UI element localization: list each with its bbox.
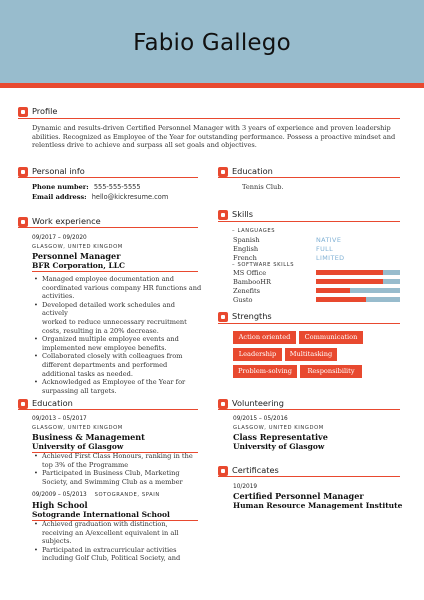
work-organization: BFR Corporation, LLC — [32, 261, 125, 270]
section-divider — [218, 177, 400, 178]
list-item: • Managed employee documentation and coordinated various company HR functions and activities. — [32, 275, 202, 301]
certificate-icon — [218, 466, 228, 476]
profile-text — [32, 124, 402, 150]
section-title-skills: Skills — [232, 209, 254, 219]
section-divider — [18, 409, 198, 410]
email-value: hello@kickresume.com — [91, 193, 169, 201]
phone-value: 555-555-5555 — [93, 183, 141, 191]
skill-name: Zenefits — [233, 287, 261, 295]
section-title-work-experience: Work experience — [32, 216, 101, 226]
skill-level: LIMITED — [316, 254, 345, 262]
section-title-profile: Profile — [32, 106, 58, 116]
profile-line: Dynamic and results-driven Certified Personnel Manager with 3 years of experience and proven leadership — [32, 124, 391, 132]
header-accent-stripe — [0, 83, 424, 88]
volunteering-date: 09/2015 – 05/2016 — [233, 416, 288, 422]
skills-icon — [218, 210, 228, 220]
person-icon — [18, 167, 28, 177]
certificate-date: 10/2019 — [233, 484, 258, 490]
work-date: 09/2017 – 09/2020 — [32, 235, 87, 241]
section-title-education: Education — [32, 398, 73, 408]
list-item: • Acknowledged as Employee of the Year for surpassing all targets. — [32, 378, 202, 395]
section-divider — [218, 476, 400, 477]
skill-name: Gusto — [233, 296, 253, 304]
education-date: 09/2009 – 05/2013 SOTOGRANDE, SPAIN — [32, 492, 160, 498]
graduation-cap-icon — [18, 399, 28, 409]
strength-tag: Problem-solving — [233, 365, 297, 378]
certificate-organization: Human Resource Management Institute — [233, 501, 403, 510]
skill-bar-fill — [316, 297, 366, 302]
education-degree: Business & Management — [32, 432, 145, 442]
skill-level: FULL — [316, 245, 334, 253]
work-bullets — [32, 275, 202, 395]
heart-icon — [218, 399, 228, 409]
section-title-volunteering: Volunteering — [232, 398, 284, 408]
skill-bar-fill — [316, 288, 350, 293]
briefcase-icon — [18, 217, 28, 227]
strength-tag: Multitasking — [285, 348, 337, 361]
skill-level: NATIVE — [316, 236, 342, 244]
person-icon — [18, 107, 28, 117]
strength-tag: Leadership — [233, 348, 282, 361]
section-title-strengths: Strengths — [232, 311, 272, 321]
strength-tag: Responsibility — [300, 365, 362, 378]
skill-bar — [316, 279, 400, 284]
education-degree: High School — [32, 500, 88, 510]
star-icon — [218, 312, 228, 322]
education-date: 09/2013 – 05/2017 — [32, 416, 87, 422]
skill-name: Spanish — [233, 236, 260, 244]
profile-line: relentless drive to achieve and surpass all set goals and objectives. — [32, 141, 257, 150]
section-divider — [18, 227, 198, 228]
education-school: University of Glasgow — [32, 442, 124, 451]
education-bullets — [32, 520, 202, 563]
profile-line: abilities. Recognized as Employee of the Year for outstanding performance. Possess a proactive mindset and — [32, 132, 396, 141]
entry-divider — [32, 271, 198, 272]
skill-name: BambooHR — [233, 278, 271, 286]
certificate-name: Certified Personnel Manager — [233, 491, 364, 501]
languages-label: – LANGUAGES — [232, 228, 276, 234]
phone-label: Phone number: — [32, 183, 89, 191]
graduation-cap-icon — [218, 167, 228, 177]
education-location: GLASGOW, UNITED KINGDOM — [32, 425, 123, 431]
email-label: Email address: — [32, 193, 87, 201]
section-divider — [18, 118, 400, 119]
resume-header — [0, 0, 424, 83]
list-item: • Developed detailed work schedules and actively worked to reduce unnecessary recruitment costs, resulting in a 20% decrease. — [32, 301, 202, 335]
email-row — [32, 193, 168, 202]
list-item: • Achieved First Class Honours, ranking in the top 3% of the Programme — [32, 452, 202, 469]
skill-name: MS Office — [233, 269, 267, 277]
software-skills-label: – SOFTWARE SKILLS — [232, 262, 295, 268]
skill-bar — [316, 288, 400, 293]
volunteering-role: Class Representative — [233, 432, 328, 442]
skill-name: English — [233, 245, 259, 253]
section-divider — [218, 323, 400, 324]
section-title-certificates: Certificates — [232, 465, 279, 475]
skill-bar-fill — [316, 270, 383, 275]
section-divider — [18, 177, 198, 178]
section-divider — [218, 409, 400, 410]
candidate-name: Fabio Gallego — [133, 30, 291, 56]
education-right-text: Tennis Club. — [242, 183, 284, 191]
work-location: GLASGOW, UNITED KINGDOM — [32, 244, 123, 250]
strength-tag: Communication — [299, 331, 363, 344]
volunteering-location: GLASGOW, UNITED KINGDOM — [233, 425, 324, 431]
list-item: • Organized multiple employee events and implemented new employee benefits. — [32, 335, 202, 352]
list-item: • Participated in Business Club, Marketing Society, and Swimming Club as a member — [32, 469, 202, 486]
list-item: • Collaborated closely with colleagues from different departments and performed additional tasks as needed. — [32, 352, 202, 378]
skill-name: French — [233, 254, 257, 262]
list-item: • Achieved graduation with distinction, receiving an A/excellent equivalent in all subjects. — [32, 520, 202, 546]
skill-bar — [316, 297, 400, 302]
volunteering-organization: University of Glasgow — [233, 442, 325, 451]
section-divider — [218, 221, 400, 222]
strength-tag: Action oriented — [233, 331, 296, 344]
education-bullets — [32, 452, 202, 486]
work-role: Personnel Manager — [32, 251, 121, 261]
skill-bar-fill — [316, 279, 383, 284]
list-item: • Participated in extracurricular activities including Golf Club, Political Society, and — [32, 546, 202, 563]
skill-bar — [316, 270, 400, 275]
education-school: Sotogrande International School — [32, 510, 170, 519]
section-title-education-right: Education — [232, 166, 273, 176]
section-title-personal-info: Personal info — [32, 166, 85, 176]
phone-row — [32, 183, 141, 192]
